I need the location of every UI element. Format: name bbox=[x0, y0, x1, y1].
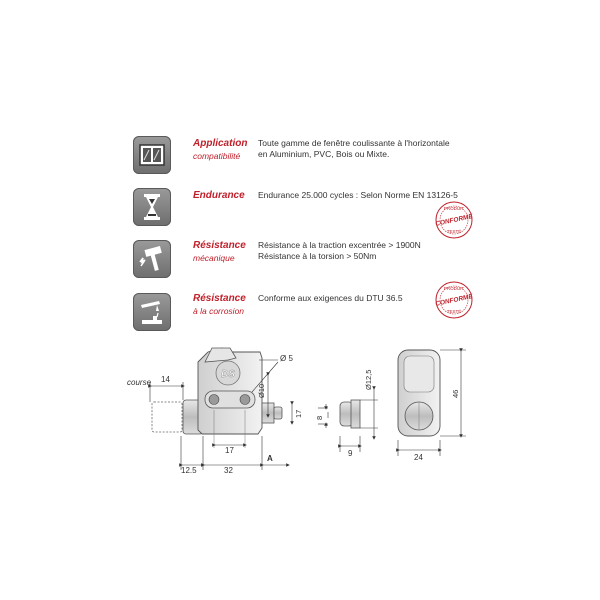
feature-desc-line: Toute gamme de fenêtre coulissante à l'horizontale bbox=[258, 138, 450, 148]
feature-title: Endurance bbox=[193, 190, 245, 201]
feature-row-mecanique bbox=[0, 237, 600, 293]
feature-row-application bbox=[0, 133, 600, 189]
feature-row-endurance bbox=[0, 185, 600, 241]
course-label: course bbox=[127, 378, 152, 387]
feature-row-corrosion bbox=[0, 290, 600, 346]
feature-desc-line: Endurance 25.000 cycles : Selon Norme EN 13126-5 bbox=[258, 190, 458, 200]
dim-d10: Ø10 bbox=[257, 383, 266, 398]
feature-title: Résistance bbox=[193, 293, 246, 304]
dim-d12-5: Ø12,5 bbox=[364, 369, 373, 390]
corrosion-icon bbox=[133, 293, 171, 331]
feature-title: Application bbox=[193, 138, 248, 149]
stamp-label: CONFORME bbox=[434, 293, 474, 308]
dim-32: 32 bbox=[224, 466, 233, 475]
dim-24: 24 bbox=[414, 453, 423, 462]
hammer-icon bbox=[133, 240, 171, 278]
dim-17-vertical: 17 bbox=[294, 409, 303, 418]
dim-9: 9 bbox=[348, 449, 353, 458]
stamp-label: CONFORME bbox=[434, 213, 474, 228]
stamp-bottom-text: TESTÉ bbox=[446, 309, 462, 314]
conforme-stamp-endurance bbox=[434, 200, 474, 240]
stamp-top-text: PRODUIT bbox=[443, 286, 465, 291]
strike-pin-view bbox=[340, 388, 378, 452]
feature-desc-line: Résistance à la torsion > 50Nm bbox=[258, 251, 377, 261]
feature-subtitle: compatibilité bbox=[193, 151, 241, 161]
dim-12-5: 12.5 bbox=[181, 466, 197, 475]
dim-8: 8 bbox=[315, 415, 324, 420]
feature-subtitle: mécanique bbox=[193, 253, 235, 263]
stamp-bottom-text: TESTÉ bbox=[446, 229, 462, 234]
bolt-front-view bbox=[398, 350, 466, 456]
window-icon bbox=[133, 136, 171, 174]
feature-desc-line: Résistance à la traction excentrée > 1900N bbox=[258, 240, 421, 250]
feature-desc-line: en Aluminium, PVC, Bois ou Mixte. bbox=[258, 149, 390, 159]
stamp-top-text: PRODUIT bbox=[443, 206, 465, 211]
feature-desc-line: Conforme aux exigences du DTU 36.5 bbox=[258, 293, 403, 303]
feature-subtitle: à la corrosion bbox=[193, 306, 245, 316]
dim-46: 46 bbox=[451, 389, 460, 398]
dim-14: 14 bbox=[161, 375, 170, 384]
feature-title: Résistance bbox=[193, 240, 246, 251]
conforme-stamp-corrosion bbox=[434, 280, 474, 320]
dim-17-horizontal: 17 bbox=[225, 446, 234, 455]
technical-drawing bbox=[0, 340, 600, 490]
ds-logo: DS bbox=[221, 369, 235, 380]
dim-a: A bbox=[267, 454, 273, 463]
hourglass-icon bbox=[133, 188, 171, 226]
dim-d5: Ø 5 bbox=[280, 354, 293, 363]
